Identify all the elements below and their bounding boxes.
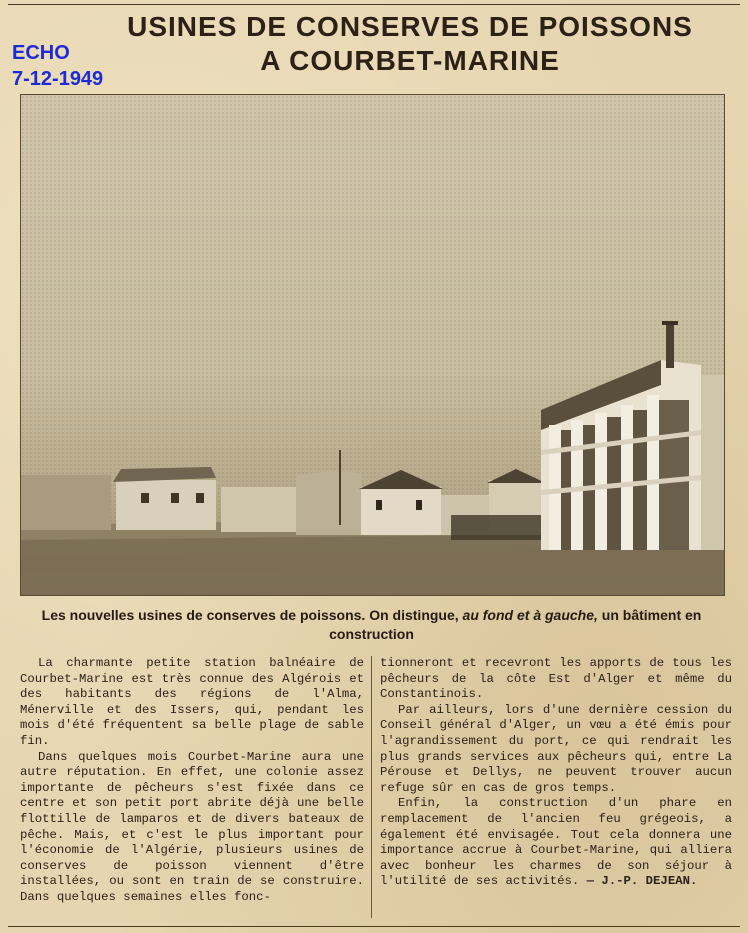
photo-caption — [20, 606, 723, 644]
paragraph-3: Par ailleurs, lors d'une dernière cession du Conseil général d'Alger, un vœu a été émis pour l'agrandissement du port, ce qui rendrait les plus grands services aux pêcheurs qui, entre La Pérouse et Dellys, ne peuvent trouver aucun refuge sûr en cas de gros temps. — [380, 702, 732, 795]
paragraph-4-text: Enfin, la construction d'un phare en remplacement de l'ancien feu grégeois, a également été envisagée. Tout cela donnera une importance accrue à Courbet-Marine, qui alliera avec bonheur les charmes de son séjour à l'utilité de ses activités. — [380, 796, 732, 889]
source-name: ECHO — [12, 42, 70, 64]
headline-line-1: USINES DE CONSERVES DE POISSONS — [127, 11, 693, 42]
bottom-rule — [8, 926, 740, 927]
article-column-right — [380, 656, 732, 890]
caption-part-3: un bâtiment en construction — [329, 607, 702, 642]
column-divider — [371, 656, 372, 918]
caption-part-2: au fond et à gauche, — [462, 607, 598, 623]
top-rule — [8, 4, 740, 5]
paragraph-2: Dans quelques mois Courbet-Marine aura une autre réputation. En effet, une colonie assez importante de pêcheurs s'est fixée dans ce centre et son petit port abrite déjà une belle flottille de lamparos et de divers bateaux de pêche. Mais, et c'est le plus important pour l'économie de l'Algérie, plusieurs usines de conserves de poisson viennent d'être installées, ou sont en train de se construire. Dans quelques semaines elles fonc- — [20, 749, 364, 904]
paragraph-1: La charmante petite station balnéaire de Courbet-Marine est très connue des Algérois et des habitants des régions de l'Alma, Ménerville et des Issers, qui, pendant les mois d'été fréquentent sa belle plage de sable fin. — [20, 656, 364, 748]
article-photo — [20, 94, 725, 596]
headline-line-2: A COURBET-MARINE — [260, 45, 560, 76]
article-headline — [80, 10, 740, 78]
paragraph-4 — [380, 796, 732, 890]
paragraph-2-continued: tionneront et recevront les apports de tous les pêcheurs de la côte Est d'Alger et même du Constantinois. — [380, 656, 732, 702]
source-date: 7-12-1949 — [12, 68, 104, 90]
author-signature: — J.-P. DEJEAN. — [586, 874, 698, 889]
caption-part-1: Les nouvelles usines de conserves de poissons. On distingue, — [41, 607, 459, 623]
article-column-left — [20, 656, 364, 906]
